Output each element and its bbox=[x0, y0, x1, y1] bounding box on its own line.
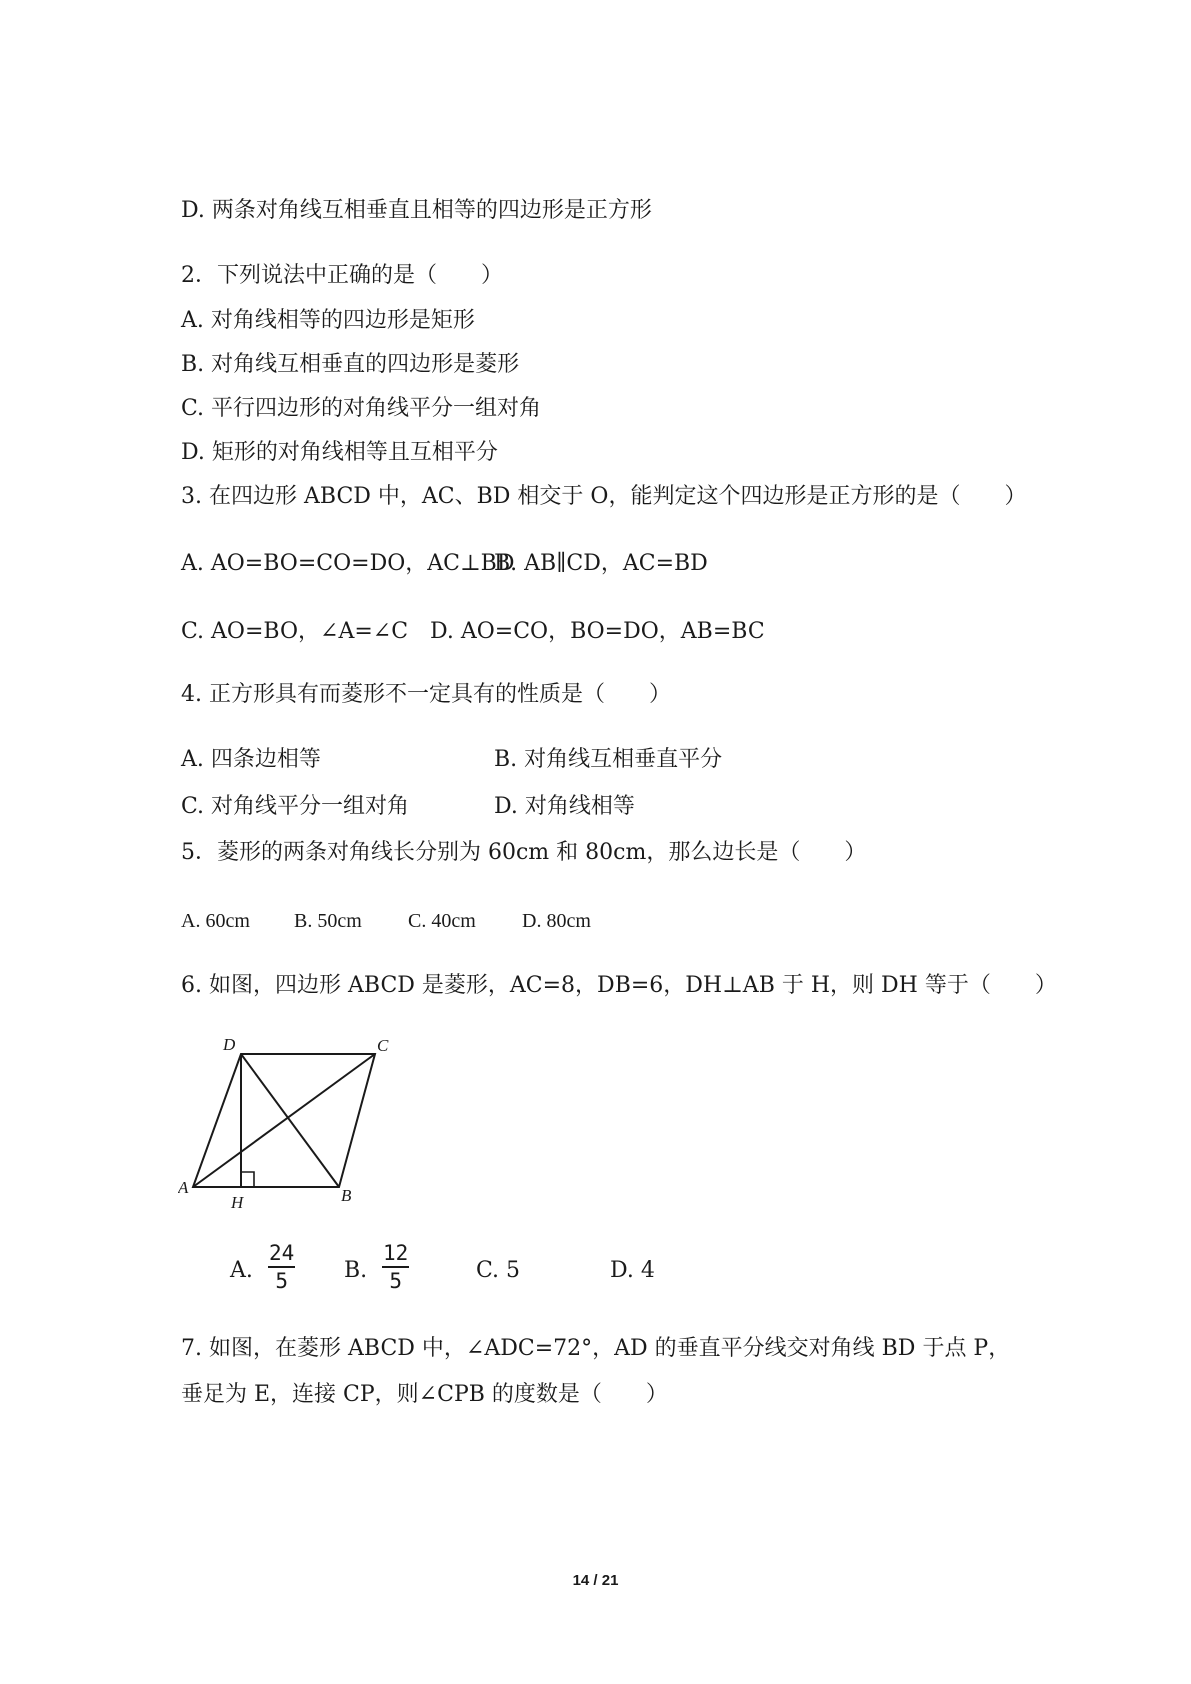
label-h: H bbox=[231, 1193, 244, 1212]
label-c: C bbox=[377, 1036, 389, 1055]
q4-option-d: D. 对角线相等 bbox=[494, 794, 635, 819]
diagonal-db bbox=[241, 1054, 339, 1187]
q7-stem-line2: 垂足为 E，连接 CP，则∠CPB 的度数是（ ） bbox=[181, 1382, 668, 1407]
q4-stem: 4. 正方形具有而菱形不一定具有的性质是（ ） bbox=[181, 682, 671, 707]
q5-option-d: D. 80cm bbox=[522, 910, 591, 932]
q7-stem-line1: 7. 如图，在菱形 ABCD 中，∠ADC=72°，AD 的垂直平分线交对角线 BD 于点 P， bbox=[181, 1336, 1011, 1361]
label-a: A bbox=[178, 1178, 189, 1197]
fraction-numerator: 12 bbox=[382, 1242, 409, 1268]
q2-option-b: B. 对角线互相垂直的四边形是菱形 bbox=[181, 352, 520, 377]
rhombus-figure bbox=[178, 1036, 408, 1216]
q2-option-c: C. 平行四边形的对角线平分一组对角 bbox=[181, 396, 542, 421]
q6-option-b-prefix: B. bbox=[344, 1258, 368, 1283]
q6-option-b-fraction bbox=[382, 1242, 409, 1292]
q6-option-d: D. 4 bbox=[610, 1258, 655, 1283]
q6-option-c: C. 5 bbox=[476, 1258, 521, 1283]
q3-option-c: C. AO=BO，∠A=∠C bbox=[181, 619, 409, 644]
q3-stem: 3. 在四边形 ABCD 中，AC、BD 相交于 O，能判定这个四边形是正方形的是（ ） bbox=[181, 484, 1027, 509]
q6-option-a-prefix: A. bbox=[230, 1258, 253, 1283]
q1-option-d: D. 两条对角线互相垂直且相等的四边形是正方形 bbox=[181, 198, 652, 223]
q6-option-a-fraction bbox=[268, 1242, 295, 1292]
q4-option-b: B. 对角线互相垂直平分 bbox=[494, 747, 723, 772]
page-number: 14 / 21 bbox=[572, 1572, 619, 1589]
q2-option-d: D. 矩形的对角线相等且互相平分 bbox=[181, 440, 498, 465]
right-angle-mark bbox=[241, 1172, 254, 1187]
fraction-denominator: 5 bbox=[389, 1269, 402, 1293]
q3-option-b: B. AB∥CD，AC=BD bbox=[494, 551, 708, 576]
q2-stem: 2．下列说法中正确的是（ ） bbox=[181, 263, 503, 288]
q6-stem: 6. 如图，四边形 ABCD 是菱形，AC=8，DB=6，DH⊥AB 于 H，则 DH 等于（ ） bbox=[181, 973, 1057, 998]
q5-option-a: A. 60cm bbox=[181, 910, 250, 932]
fraction-denominator: 5 bbox=[275, 1269, 288, 1293]
q4-option-a: A. 四条边相等 bbox=[181, 747, 321, 772]
q5-option-b: B. 50cm bbox=[294, 910, 362, 932]
q3-option-d: D. AO=CO，BO=DO，AB=BC bbox=[430, 619, 765, 644]
label-b: B bbox=[341, 1186, 352, 1205]
q3-option-a: A. AO=BO=CO=DO，AC⊥BD bbox=[181, 551, 515, 576]
q4-option-c: C. 对角线平分一组对角 bbox=[181, 794, 410, 819]
fraction-numerator: 24 bbox=[268, 1242, 295, 1268]
label-d: D bbox=[223, 1036, 236, 1054]
q5-stem: 5．菱形的两条对角线长分别为 60cm 和 80cm，那么边长是（ ） bbox=[181, 840, 867, 865]
q5-option-c: C. 40cm bbox=[408, 910, 476, 932]
q2-option-a: A. 对角线相等的四边形是矩形 bbox=[181, 308, 475, 333]
diagonal-ac bbox=[193, 1054, 375, 1187]
